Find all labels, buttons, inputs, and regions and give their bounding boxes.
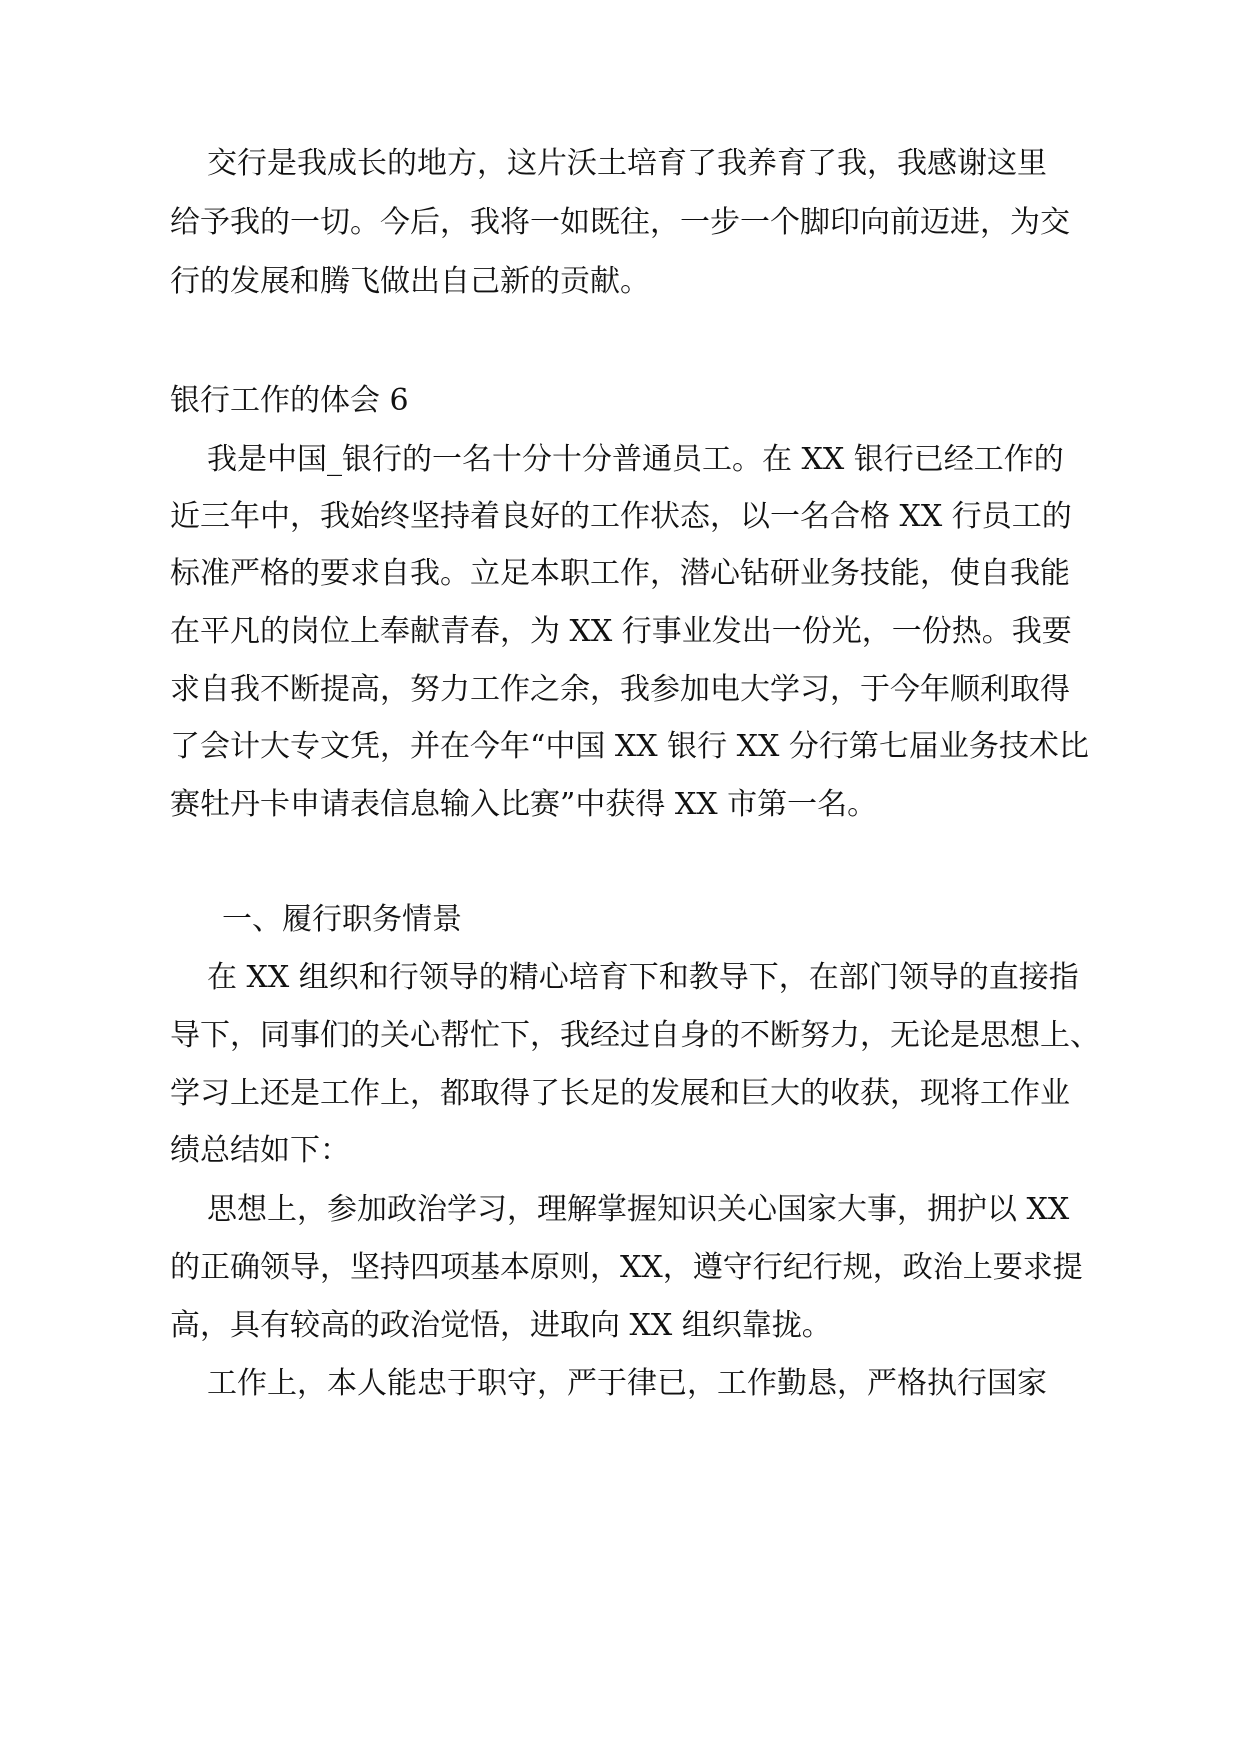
text-line: 求自我不断提高，努力工作之余，我参加电大学习，于今年顺利取得 [170,672,1070,707]
section-title: 银行工作的体会 6 [170,383,409,418]
subheading: 一、履行职务情景 [222,902,462,937]
text-line: 我是中国_银行的一名十分十分普通员工。在 XX 银行已经工作的 [207,442,1064,477]
text-line: 赛牡丹卡申请表信息输入比赛”中获得 XX 市第一名。 [170,787,878,822]
text-line: 绩总结如下： [170,1133,350,1168]
text-line: 给予我的一切。今后，我将一如既往，一步一个脚印向前迈进，为交 [170,205,1070,240]
text-line: 思想上，参加政治学习，理解掌握知识关心国家大事，拥护以 XX [207,1192,1070,1227]
text-line: 在 XX 组织和行领导的精心培育下和教导下，在部门领导的直接指 [207,960,1079,995]
text-line: 行的发展和腾飞做出自己新的贡献。 [170,264,650,299]
text-line: 导下，同事们的关心帮忙下，我经过自身的不断努力，无论是思想上、 [170,1018,1100,1053]
text-line: 工作上，本人能忠于职守，严于律已，工作勤恳，严格执行国家 [207,1366,1047,1401]
text-line: 学习上还是工作上，都取得了长足的发展和巨大的收获，现将工作业 [170,1076,1070,1111]
text-line: 标准严格的要求自我。立足本职工作，潜心钻研业务技能，使自我能 [170,556,1070,591]
text-line: 交行是我成长的地方，这片沃土培育了我养育了我，我感谢这里 [207,146,1047,181]
text-line: 高，具有较高的政治觉悟，进取向 XX 组织靠拢。 [170,1308,832,1343]
text-line: 近三年中，我始终坚持着良好的工作状态，以一名合格 XX 行员工的 [170,499,1072,534]
text-line: 的正确领导，坚持四项基本原则，XX，遵守行纪行规，政治上要求提 [170,1250,1083,1285]
text-line: 在平凡的岗位上奉献青春，为 XX 行事业发出一份光，一份热。我要 [170,614,1072,649]
text-line: 了会计大专文凭，并在今年“中国 XX 银行 XX 分行第七届业务技术比 [170,729,1089,764]
